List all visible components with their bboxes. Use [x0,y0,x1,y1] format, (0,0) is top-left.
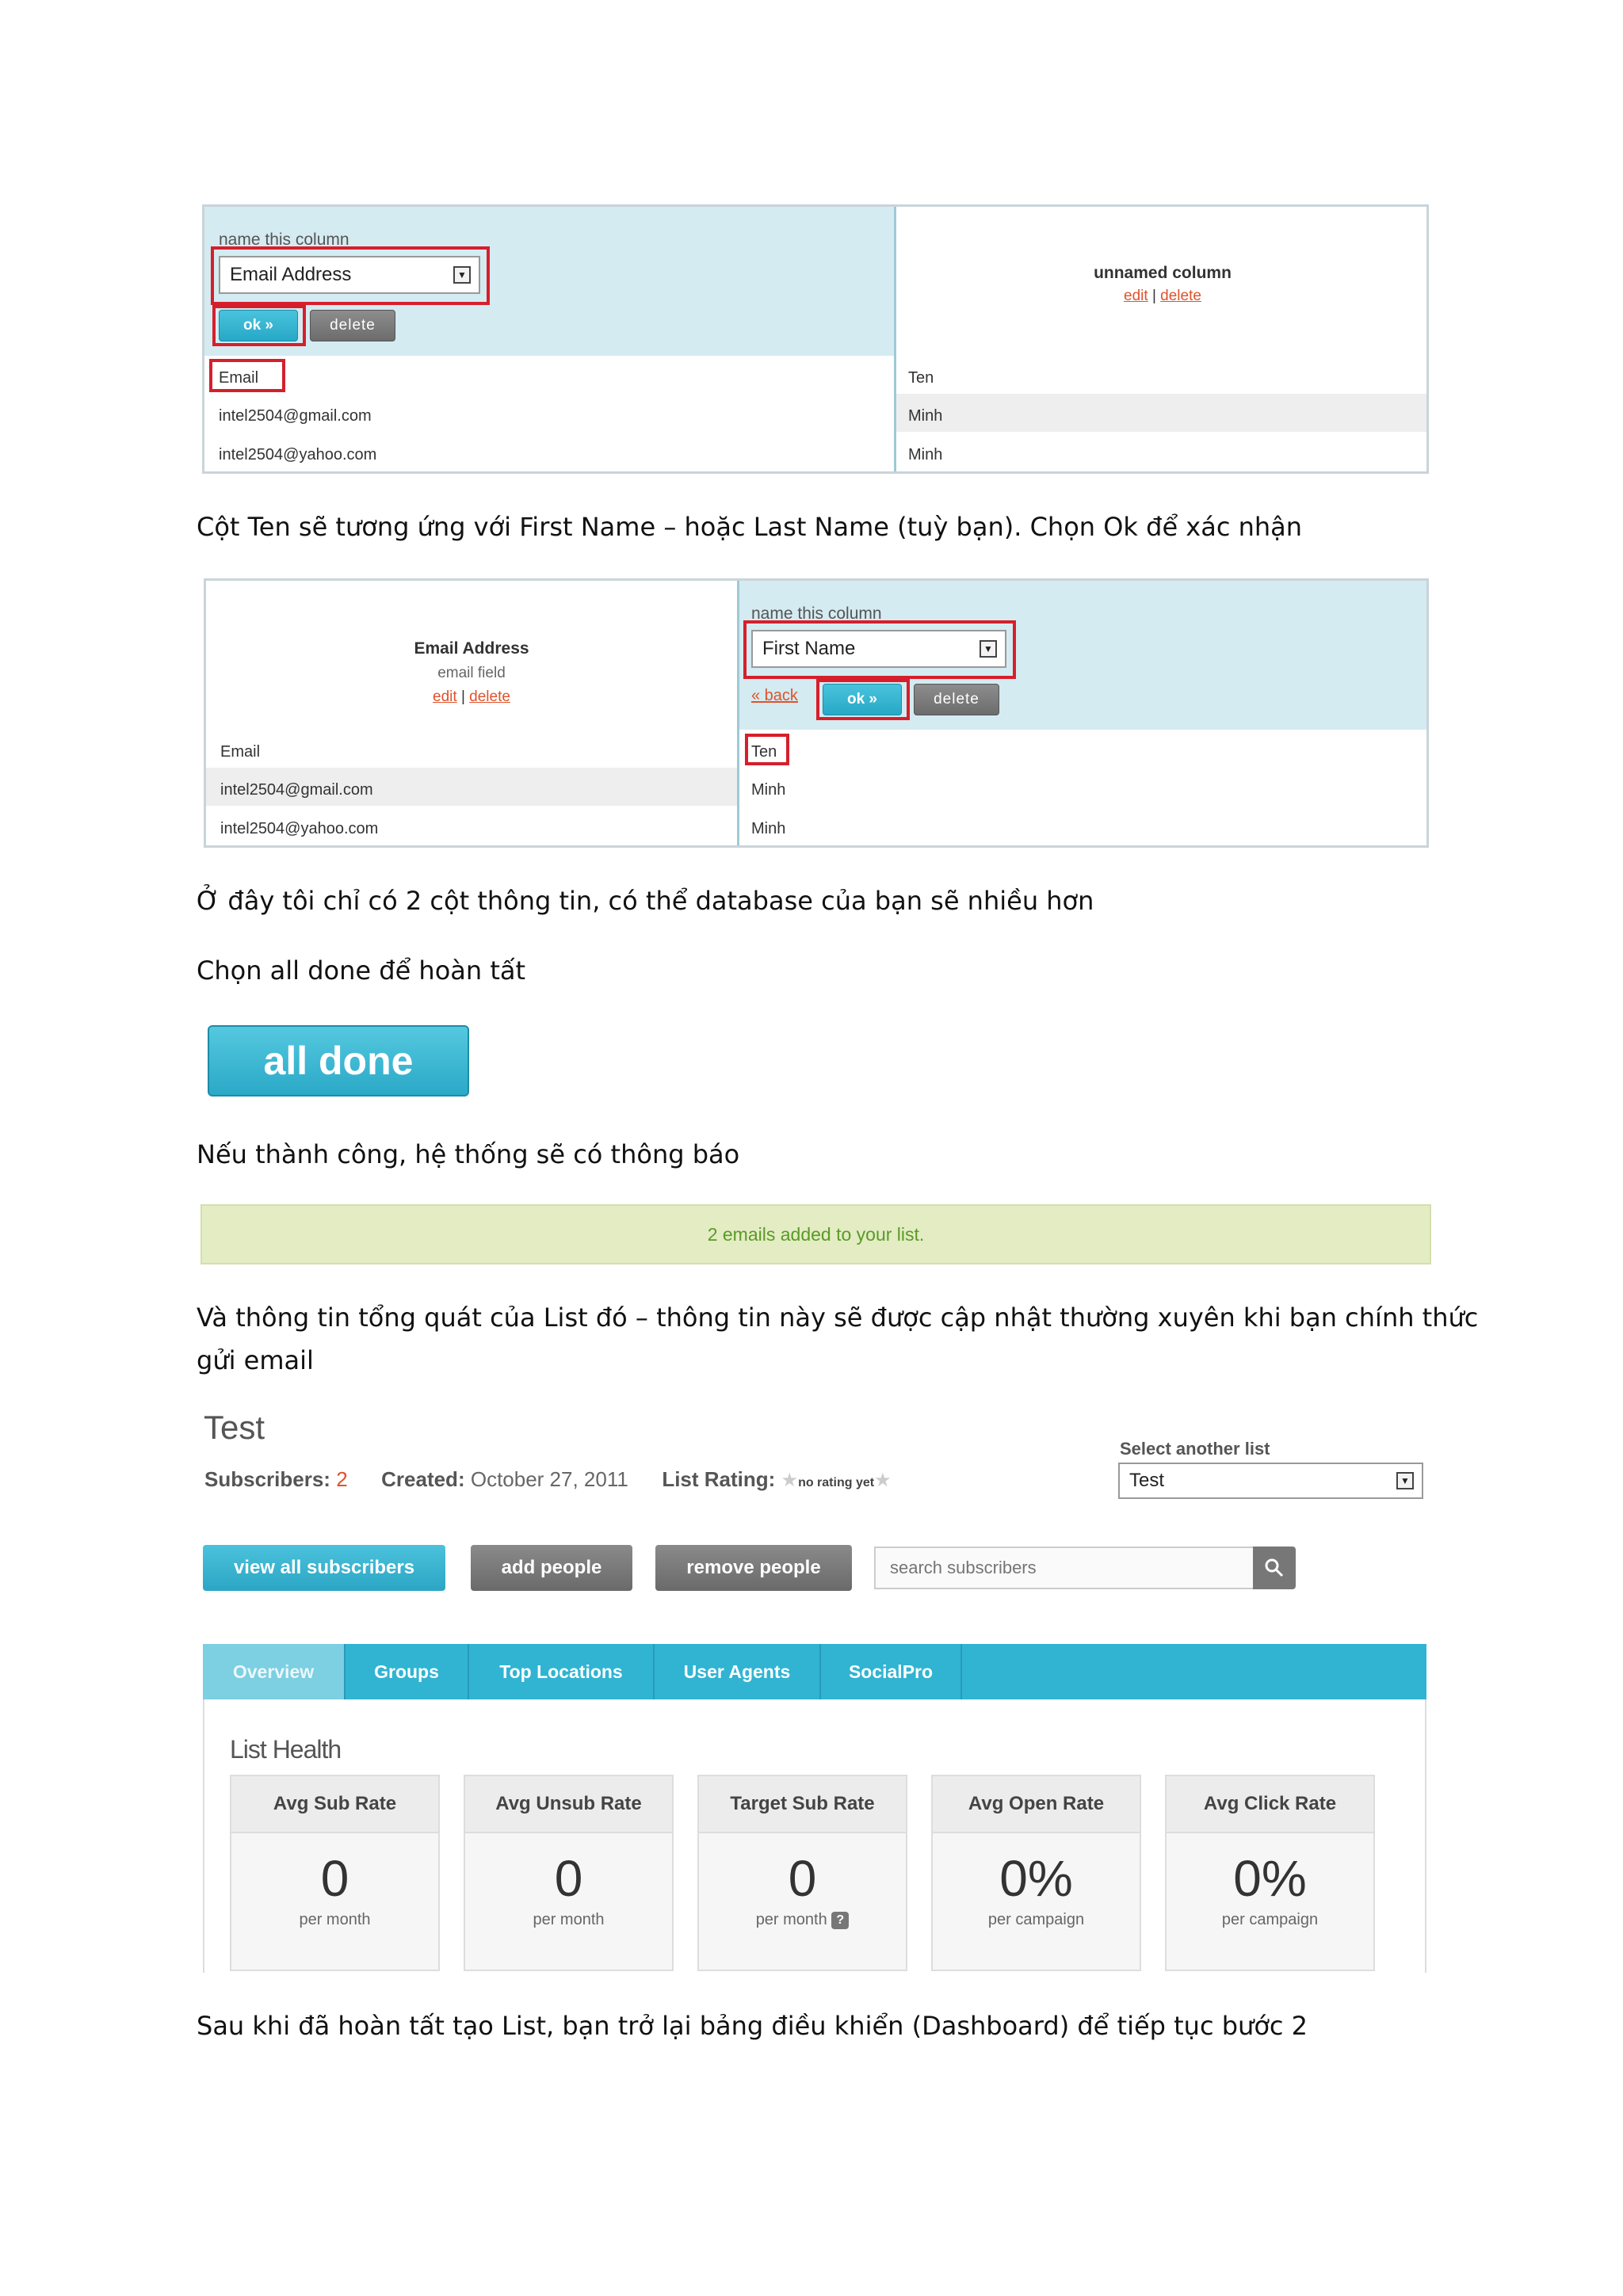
edit-link[interactable]: edit [1124,288,1148,304]
stat-card-avg-open-rate [931,1775,1141,1971]
search-button[interactable] [1253,1547,1296,1589]
delete-link[interactable]: delete [469,688,510,705]
star-icon: ★ [874,1470,892,1491]
subscribers-label: Subscribers: [204,1467,330,1491]
cell-value: Ten [908,369,934,387]
select-value: Test [1129,1470,1165,1491]
paragraph: Nếu thành công, hệ thống sẽ có thông báo [197,1139,740,1169]
highlight-box [743,620,1016,679]
tab-socialpro[interactable]: SocialPro [821,1644,962,1699]
stat-unit-row [699,1911,906,1929]
edit-link[interactable]: edit [433,688,457,705]
delete-button[interactable]: delete [310,310,395,341]
column-divider [894,207,896,474]
search-icon [1264,1558,1285,1578]
tab-top-locations[interactable]: Top Locations [469,1644,655,1699]
highlight-box [816,679,910,720]
cell-value: Minh [751,820,786,837]
column-mapping-screenshot-1 [202,204,1429,474]
remove-people-button[interactable]: remove people [655,1545,852,1591]
cell-value: Minh [908,446,943,463]
list-health-title: List Health [230,1735,342,1764]
stat-value: 0% [1233,1850,1307,1907]
stat-title: Avg Unsub Rate [465,1776,672,1833]
add-people-button[interactable]: add people [471,1545,632,1591]
tab-user-agents[interactable]: User Agents [655,1644,821,1699]
stat-title: Avg Open Rate [933,1776,1140,1833]
stat-unit: per campaign [1221,1911,1319,1928]
column-actions: edit | delete [433,688,510,705]
stat-value: 0 [320,1850,349,1907]
stat-card-avg-click-rate [1165,1775,1375,1971]
tab-overview[interactable]: Overview [203,1644,346,1699]
paragraph: Ở đây tôi chỉ có 2 cột thông tin, có thể database của bạn sẽ nhiều hơn [197,886,1094,916]
ok-button[interactable]: ok » [823,684,902,715]
cell-header: Email [219,369,259,387]
highlight-box [212,305,306,346]
column-actions: edit | delete [1124,288,1201,304]
list-select[interactable] [1118,1463,1423,1499]
cell-email: intel2504@yahoo.com [220,820,379,837]
row-stripe [896,394,1429,432]
stat-title: Avg Sub Rate [231,1776,438,1833]
star-icon: ★ [781,1470,799,1491]
search-subscribers-input[interactable] [874,1547,1254,1589]
cell-email: intel2504@gmail.com [220,781,373,799]
stat-unit: per month [299,1911,371,1928]
back-link[interactable]: « back [751,687,798,704]
subscribers-count[interactable]: 2 [336,1467,348,1491]
stat-value: 0% [999,1850,1073,1907]
cell-email: intel2504@yahoo.com [219,446,377,463]
stat-unit: per campaign [987,1911,1085,1928]
highlight-box [209,359,285,392]
list-title: Test [204,1409,265,1446]
email-field-subtitle: email field [437,665,506,681]
paragraph: Sau khi đã hoàn tất tạo List, bạn trở lại bảng điều khiển (Dashboard) để tiếp tục bước 2 [197,2011,1308,2041]
stat-card-target-sub-rate [697,1775,907,1971]
cell-value: Ten [751,743,777,761]
stat-unit: per month [755,1911,827,1928]
delete-link[interactable]: delete [1160,288,1201,304]
list-meta [204,1467,892,1492]
highlight-box [211,246,490,305]
stat-value: 0 [788,1850,817,1907]
stat-card-avg-sub-rate [230,1775,440,1971]
cell-header: Email [220,743,261,761]
paragraph: gửi email [197,1345,314,1375]
delete-button[interactable]: delete [914,684,999,715]
stat-value: 0 [554,1850,583,1907]
name-column-label: name this column [751,605,882,623]
created-label: Created: [381,1467,465,1491]
help-icon[interactable]: ? [831,1912,849,1929]
chevron-down-icon: ▼ [980,640,997,658]
chevron-down-icon: ▼ [1396,1472,1414,1489]
all-done-button[interactable] [208,1025,469,1097]
select-value: First Name [762,638,856,659]
success-notice [200,1204,1431,1264]
stat-unit: per month [533,1911,605,1928]
chevron-down-icon: ▼ [453,266,471,284]
cell-email: intel2504@gmail.com [219,407,372,425]
select-value: Email Address [230,264,352,285]
stat-title: Target Sub Rate [699,1776,906,1833]
unnamed-column-title: unnamed column [1094,264,1232,282]
rating-value: no rating yet [798,1476,875,1489]
select-list-label: Select another list [1120,1439,1270,1459]
paragraph: Cột Ten sẽ tương ứng với First Name – hoặc Last Name (tuỳ bạn). Chọn Ok để xác nhận [197,512,1303,542]
highlight-box [745,734,789,765]
column-divider [737,581,739,848]
success-message: 2 emails added to your list. [707,1223,925,1245]
column-mapping-screenshot-2 [204,578,1429,848]
stat-title: Avg Click Rate [1167,1776,1373,1833]
paragraph: Chọn all done để hoàn tất [197,955,526,986]
view-all-subscribers-button[interactable]: view all subscribers [203,1545,445,1591]
ok-button[interactable]: ok » [219,310,298,341]
name-column-label: name this column [219,231,349,249]
all-done-label: all done [263,1039,414,1083]
created-date: October 27, 2011 [470,1467,628,1491]
email-address-title: Email Address [414,639,529,658]
rating-label: List Rating: [662,1467,776,1491]
cell-value: Minh [751,781,786,799]
stat-card-avg-unsub-rate [464,1775,674,1971]
paragraph: Và thông tin tổng quát của List đó – thông tin này sẽ được cập nhật thường xuyên khi bạn chính thức [197,1302,1479,1333]
cell-value: Minh [908,407,943,425]
tab-groups[interactable]: Groups [346,1644,469,1699]
